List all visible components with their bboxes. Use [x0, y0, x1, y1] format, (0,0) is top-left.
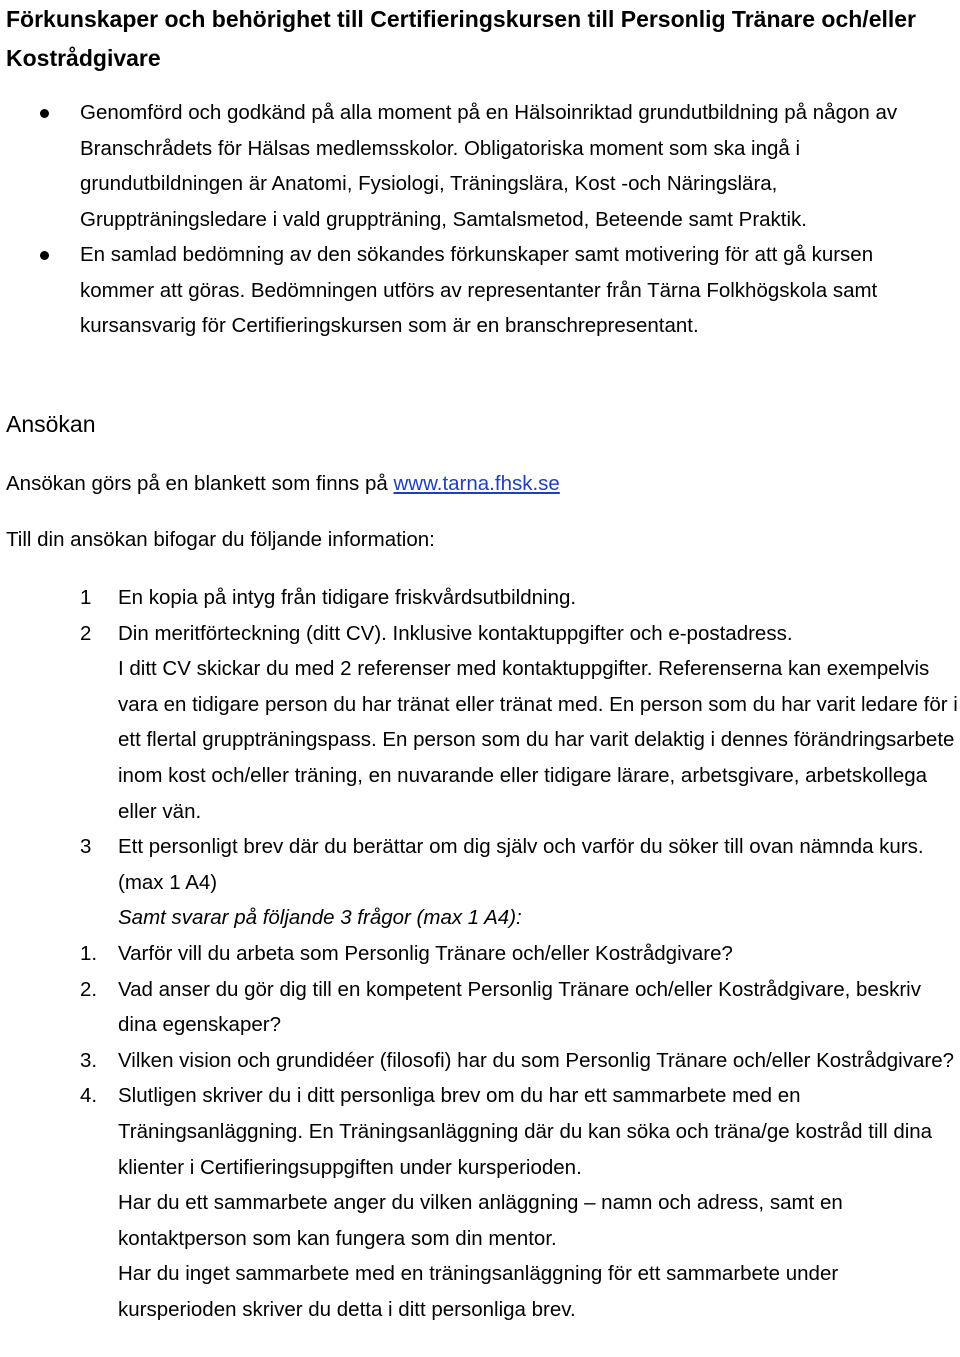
item-number: 1	[80, 586, 92, 609]
item-number: 2.	[80, 977, 98, 1001]
item-number: 3.	[80, 1048, 98, 1072]
list-item-text: Vad anser du gör dig till en kompetent Personlig Tränare och/eller Kostrådgivare, beskriv dina egenskaper?	[118, 977, 921, 1037]
item-number: 3	[80, 835, 92, 859]
list-item-text: Varför vill du arbeta som Personlig Tränare och/eller Kostrådgivare?	[118, 941, 733, 965]
bullet-icon	[40, 251, 49, 260]
list-item	[0, 237, 920, 344]
prerequisites-list	[0, 95, 960, 344]
list-item	[0, 936, 960, 972]
page-heading: Förkunskaper och behörighet till Certifieringskursen till Personlig Tränare och/eller Kostrådgivare	[6, 6, 917, 71]
list-item-text: Din meritförteckning (ditt CV). Inklusive kontaktuppgifter och e-postadress.	[118, 621, 793, 645]
list-item-text: Ett personligt brev där du berättar om dig själv och varför du söker till ovan nämnda kurs. (max 1 A4)	[118, 835, 924, 894]
list-item-text: En samlad bedömning av den sökandes förkunskaper samt motivering för att gå kursen kommer att göras. Bedömningen utförs av representanter från Tärna Folkhögskola samt kursansvarig för Certifieringskursen som är en branschrepresentant.	[80, 243, 878, 337]
bullet-icon	[40, 109, 49, 118]
list-item-italic-text: Samt svarar på följande 3 frågor (max 1 A4):	[118, 906, 522, 930]
list-item-text: Slutligen skriver du i ditt personliga brev om du har ett sammarbete med en Träningsanläggning. En Träningsanläggning där du kan söka och träna/ge kostråd till dina klienter i Certifieringsuppgiften under kursperioden.	[118, 1084, 933, 1179]
item-number: 2	[80, 621, 92, 645]
list-item	[0, 95, 920, 237]
attach-paragraph: Till din ansökan bifogar du följande information:	[6, 528, 435, 551]
list-item-text: En kopia på intyg från tidigare friskvårdsutbildning.	[118, 586, 577, 609]
website-link[interactable]: www.tarna.fhsk.se	[393, 472, 560, 495]
list-item-extra-text: I ditt CV skickar du med 2 referenser med kontaktuppgifter. Referenserna kan exempelvis vara en tidigare person du har tränat eller tränat med. En person som du har varit ledare för i ett flertal gruppträningspass. En person som du har varit delaktig i dennes förändringsarbete inom kost och/eller träning, en nuvarande eller tidigare lärare, arbetsgivare, arbetskollega eller vän.	[118, 657, 958, 823]
list-item-text: Vilken vision och grundidéer (filosofi) har du som Personlig Tränare och/eller Kostrådgivare?	[118, 1048, 954, 1072]
application-form-paragraph	[6, 466, 946, 502]
list-item	[0, 1043, 960, 1079]
list-item-extra-text: Har du ett sammarbete anger du vilken anläggning – namn och adress, samt en kontaktperson som kan fungera som din mentor.	[118, 1191, 843, 1250]
item-number: 1.	[80, 941, 98, 965]
attachments-list	[0, 580, 960, 1327]
list-item	[0, 616, 960, 830]
list-item	[0, 829, 960, 936]
item-number: 4.	[80, 1084, 98, 1108]
list-item-extra-text: Har du inget sammarbete med en träningsanläggning för ett sammarbete under kursperioden skriver du detta i ditt personliga brev.	[118, 1262, 839, 1321]
list-item	[0, 1078, 960, 1327]
application-heading: Ansökan	[6, 411, 96, 437]
list-item-text: Genomförd och godkänd på alla moment på en Hälsoinriktad grundutbildning på någon av Branschrådets för Hälsas medlemsskolor. Obligatoriska moment som ska ingå i grundutbildningen är Anatomi, Fysiologi, Träningslära, Kost -och Näringslära, Gruppträningsledare i vald gruppträning, Samtalsmetod, Beteende samt Praktik.	[80, 101, 898, 231]
list-item	[0, 972, 960, 1043]
application-form-text: Ansökan görs på en blankett som finns på	[6, 472, 394, 495]
list-item	[0, 580, 960, 616]
